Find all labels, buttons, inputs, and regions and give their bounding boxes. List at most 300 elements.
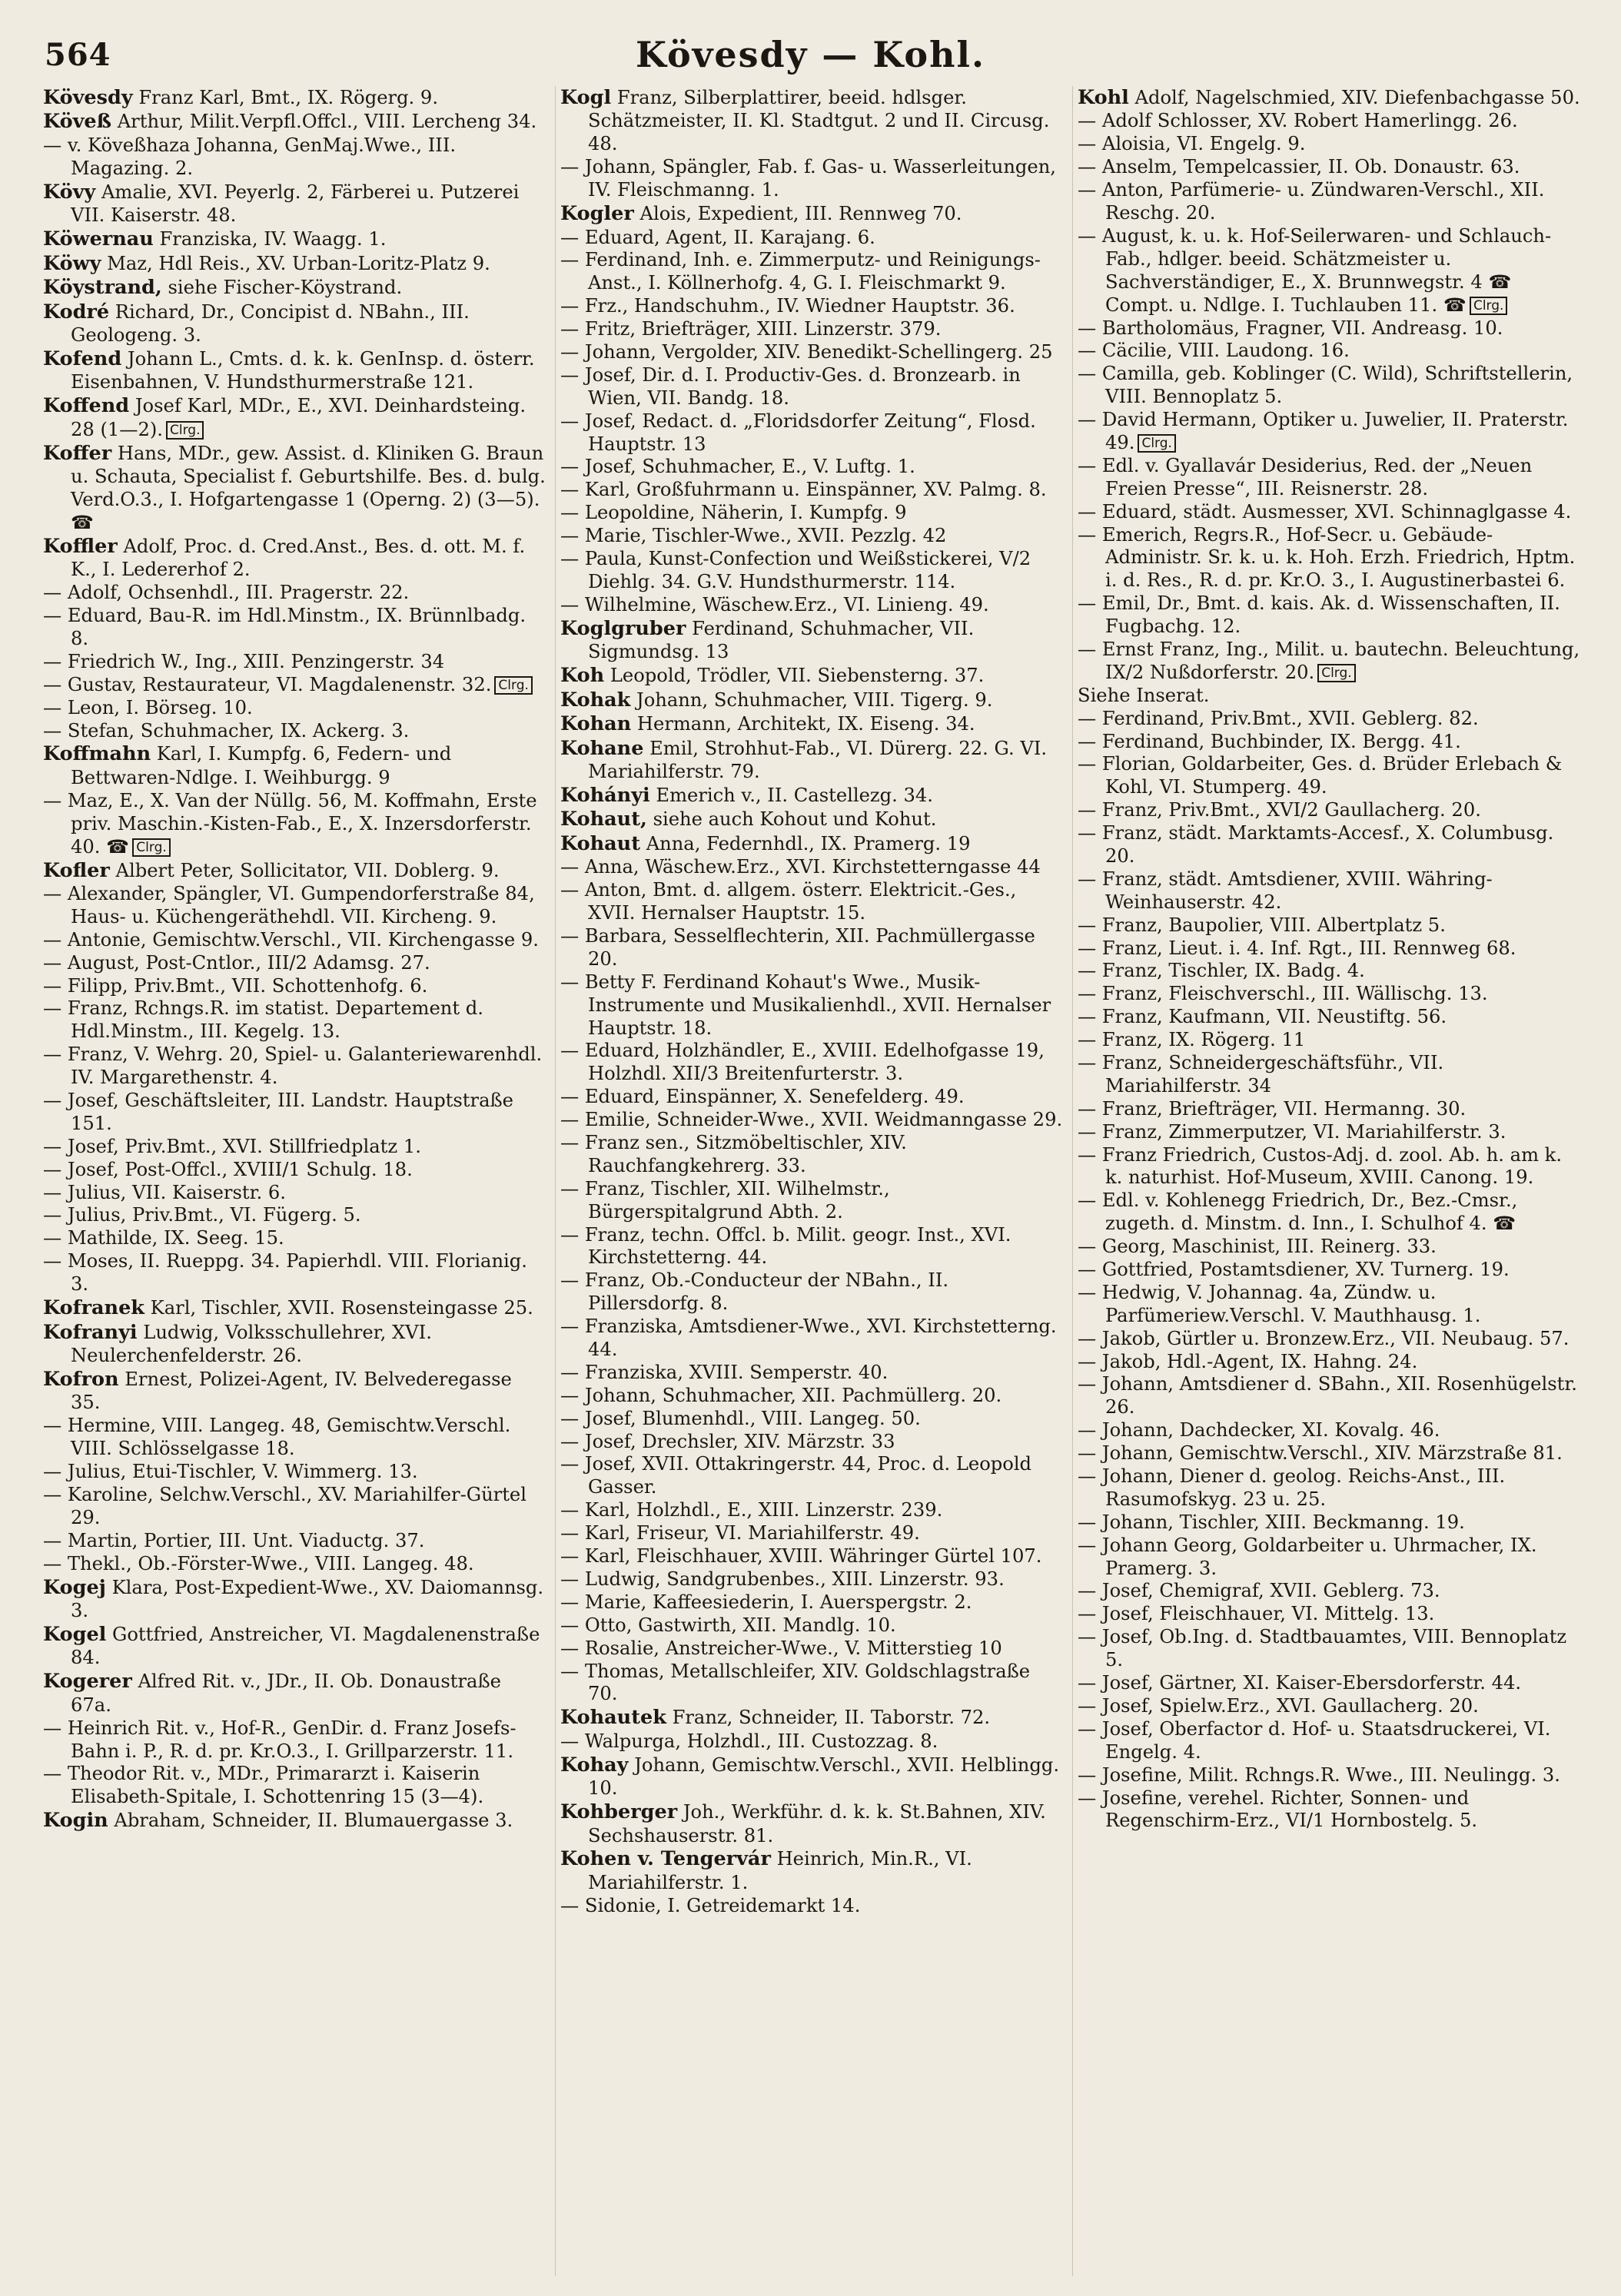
entry-details: — Franz sen., Sitzmöbeltischler, XIV. Rauchfangkehrerg. 33. [560, 1132, 907, 1176]
directory-entry [560, 808, 1063, 831]
directory-entry [43, 1159, 546, 1182]
entry-details: — Mathilde, IX. Seeg. 15. [43, 1227, 284, 1249]
directory-entry [1078, 225, 1580, 317]
directory-entry [1078, 86, 1580, 110]
entry-details: — Julius, Priv.Bmt., VI. Fügerg. 5. [43, 1204, 361, 1226]
entry-details: — Rosalie, Anstreicher-Wwe., V. Mitterstieg 10 [560, 1637, 1002, 1659]
directory-entry [560, 1614, 1063, 1637]
entry-details: — Antonie, Gemischtw.Verschl., VII. Kirchengasse 9. [43, 928, 539, 951]
entry-details: — Josef, Ob.Ing. d. Stadtbauamtes, VIII. Bennoplatz 5. [1078, 1626, 1567, 1671]
entry-details: Johann, Schuhmacher, VIII. Tigerg. 9. [630, 688, 993, 711]
directory-entry [43, 300, 546, 347]
entry-surname: Kofler [43, 858, 110, 882]
entry-details: Joh., Werkführ. d. k. k. St.Bahnen, XIV. Sechshauserstr. 81. [588, 1801, 1046, 1846]
directory-entry [1078, 1718, 1580, 1764]
entry-details: — Johann, Tischler, XIII. Beckmanng. 19. [1078, 1511, 1465, 1533]
directory-entry [560, 1109, 1063, 1132]
entry-details: — Franz, Tischler, XII. Wilhelmstr., Bürgerspitalgrund Abth. 2. [560, 1177, 890, 1223]
running-head: Kövesdy — Kohl. [635, 34, 986, 75]
directory-entry [43, 1296, 546, 1320]
entry-details: — Maz, E., X. Van der Nüllg. 56, M. Koffmahn, Erste priv. Maschin.-Kisten-Fab., E., X. Inzersdorferstr. 40. ☎ [43, 789, 537, 858]
entry-surname: Kogerer [43, 1670, 132, 1694]
entry-details: — Josef, Spielw.Erz., XVI. Gaullacherg. 20. [1078, 1694, 1479, 1717]
entry-details: — Franz Friedrich, Custos-Adj. d. zool. Ab. h. am k. k. naturhist. Hof-Museum, XVIII. Canong. 19. [1078, 1143, 1563, 1189]
directory-entry [1078, 1603, 1580, 1626]
entry-details: — August, Post-Cntlor., III/2 Adamsg. 27. [43, 951, 430, 974]
directory-entry [560, 1637, 1063, 1661]
entry-details: — Florian, Goldarbeiter, Ges. d. Brüder Erlebach & Kohl, VI. Stumperg. 49. [1078, 753, 1563, 798]
entry-details: — Eduard, Agent, II. Karajang. 6. [560, 226, 875, 248]
entry-details: — Franz, Rchngs.R. im statist. Departement d. Hdl.Minstm., III. Kegelg. 13. [43, 997, 483, 1043]
directory-entry [43, 742, 546, 789]
directory-entry [43, 394, 546, 441]
entry-details: — Adolf Schlosser, XV. Robert Hamerlingg. 26. [1078, 110, 1518, 132]
directory-entry [560, 617, 1063, 664]
entry-details: Johann, Gemischtw.Verschl., XVII. Helblingg. 10. [588, 1754, 1060, 1800]
directory-entry [43, 134, 546, 181]
directory-entry [1078, 1535, 1580, 1581]
entry-details: — Walpurga, Holzhdl., III. Custozzag. 8. [560, 1730, 938, 1752]
directory-entry [560, 341, 1063, 364]
directory-entry [1078, 363, 1580, 409]
entry-details: — Franz, Schneidergeschäftsführ., VII. Mariahilferstr. 34 [1078, 1052, 1444, 1097]
directory-entry [1078, 1144, 1580, 1190]
directory-entry [560, 1178, 1063, 1224]
directory-entry [43, 252, 546, 276]
entry-surname: Kohaut [560, 831, 640, 855]
entry-details: — Julius, VII. Kaiserstr. 6. [43, 1181, 286, 1203]
entry-details: — Bartholomäus, Fragner, VII. Andreasg. 10. [1078, 317, 1503, 339]
entry-details: — Fritz, Briefträger, XIII. Linzerstr. 379. [560, 318, 942, 340]
entry-details: — Franz, städt. Amtsdiener, XVIII. Währing-Weinhauserstr. 42. [1078, 868, 1493, 913]
directory-entry [43, 1090, 546, 1136]
entry-details: — Anselm, Tempelcassier, II. Ob. Donaustr. 63. [1078, 156, 1520, 178]
directory-entry [43, 1415, 546, 1461]
entry-surname: Kohan [560, 712, 632, 736]
directory-entry [1078, 937, 1580, 961]
entry-details: — Josef, Fleischhauer, VI. Mittelg. 13. [1078, 1603, 1435, 1625]
directory-entry [560, 525, 1063, 548]
entry-details: — Adolf, Ochsenhdl., III. Pragerstr. 22. [43, 582, 410, 604]
entry-surname: Kofranek [43, 1296, 144, 1320]
clearing-badge: Clrg. [1470, 297, 1507, 315]
entry-surname: Kohak [560, 688, 631, 712]
directory-entry [43, 86, 546, 110]
directory-entry [560, 1431, 1063, 1454]
entry-details: — Wilhelmine, Wäschew.Erz., VI. Linieng. 49. [560, 593, 989, 615]
entry-details: Franz, Silberplattirer, beeid. hdlsger. Schätzmeister, II. Kl. Stadtgut. 2 und II. Circusg. 48. [588, 87, 1050, 155]
entry-surname: Kövy [43, 180, 96, 204]
directory-entry [560, 1800, 1063, 1847]
entry-details: — Cäcilie, VIII. Laudong. 16. [1078, 340, 1350, 362]
entry-details: — Theodor Rit. v., MDr., Primararzt i. Kaiserin Elisabeth-Spitale, I. Schottenring 15 (3—4). [43, 1763, 484, 1808]
entry-details: — Emil, Dr., Bmt. d. kais. Ak. d. Wissenschaften, II. Fugbachg. 12. [1078, 592, 1560, 638]
directory-entry [560, 1754, 1063, 1800]
entry-details: Leopold, Trödler, VII. Siebensterng. 37. [604, 665, 985, 687]
entry-details: — Friedrich W., Ing., XIII. Penzingerstr. 34 [43, 650, 445, 672]
entry-details: — Franz, techn. Offcl. b. Milit. geogr. Inst., XVI. Kirchstetterng. 44. [560, 1223, 1011, 1269]
directory-entry [43, 859, 546, 883]
entry-details: — Anton, Parfümerie- u. Zündwaren-Verschl., XII. Reschg. 20. [1078, 179, 1545, 224]
directory-entry [560, 856, 1063, 879]
directory-entry [560, 784, 1063, 808]
directory-entry [560, 202, 1063, 226]
entry-surname: Kohl [1078, 86, 1129, 109]
clearing-badge: Clrg. [166, 421, 204, 440]
directory-entry [560, 1040, 1063, 1086]
directory-entry [560, 664, 1063, 688]
entry-details: — Stefan, Schuhmacher, IX. Ackerg. 3. [43, 719, 410, 742]
entry-details: — Jakob, Gürtler u. Bronzew.Erz., VII. Neubaug. 57. [1078, 1327, 1570, 1349]
entry-details: — Josef, Drechsler, XIV. Märzstr. 33 [560, 1430, 895, 1452]
directory-entry [560, 456, 1063, 479]
directory-entry [560, 594, 1063, 617]
page-number: 564 [45, 37, 111, 73]
directory-entry [43, 1204, 546, 1227]
entry-surname: Kohen v. Tengervár [560, 1847, 771, 1871]
entry-details: — Emerich, Regrs.R., Hof-Secr. u. Gebäude-Administr. Sr. k. u. k. Hoh. Erzh. Friedrich, Hptm. i. d. Res., R. d. pr. Kr.O. 3., I. Augustinerbastei 6. [1078, 523, 1576, 592]
entry-details: — Josef, Geschäftsleiter, III. Landstr. Hauptstraße 151. [43, 1090, 513, 1134]
entry-details: — August, k. u. k. Hof-Seilerwaren- und Schlauch-Fab., hdlger. beeid. Schätzmeister u. Sachverständiger, E., X. Brunnwegstr. 4 ☎ Compt. u. Ndlge. I. Tuchlauben 11. ☎ [1078, 224, 1552, 316]
entry-details: Richard, Dr., Concipist d. NBahn., III. Geologeng. 3. [71, 300, 470, 347]
directory-entry [560, 1730, 1063, 1754]
entry-details: Ferdinand, Schuhmacher, VII. Sigmundsg. 13 [588, 617, 975, 663]
entry-details: — Karoline, Selchw.Verschl., XV. Mariahilfer-Gürtel 29. [43, 1483, 526, 1528]
entry-details: — Josef, Chemigraf, XVII. Geblerg. 73. [1078, 1580, 1440, 1602]
entry-details: — Karl, Holzhdl., E., XIII. Linzerstr. 239. [560, 1499, 943, 1521]
directory-entry [1078, 639, 1580, 685]
directory-entry [43, 952, 546, 975]
directory-entry [1078, 1098, 1580, 1121]
column-middle [555, 86, 1063, 2276]
entry-details: — Franziska, XVIII. Semperstr. 40. [560, 1361, 889, 1383]
entry-surname: Koffer [43, 441, 112, 465]
directory-entry [1078, 753, 1580, 799]
entry-details: — Franz, Tischler, IX. Badg. 4. [1078, 960, 1365, 982]
directory-columns [43, 86, 1580, 2276]
entry-details: — Franz, Kaufmann, VII. Neustiftg. 56. [1078, 1006, 1447, 1028]
directory-entry [43, 1368, 546, 1415]
entry-details: Ludwig, Volksschullehrer, XVI. Neulerchenfelderstr. 26. [71, 1321, 432, 1366]
directory-entry [560, 1545, 1063, 1568]
directory-entry [1078, 1787, 1580, 1833]
entry-surname: Kogl [560, 86, 612, 109]
entry-details: — Eduard, Holzhändler, E., XVIII. Edelhofgasse 19, Holzhdl. XII/3 Breitenfurterstr. 3. [560, 1040, 1045, 1085]
entry-details: — Karl, Fleischhauer, XVIII. Währinger Gürtel 107. [560, 1545, 1042, 1568]
entry-surname: Kohberger [560, 1800, 678, 1824]
directory-entry [560, 502, 1063, 525]
directory-entry [43, 997, 546, 1043]
entry-details: — Paula, Kunst-Confection und Weißstickerei, V/2 Diehlg. 34. G.V. Hundsthurmerstr. 114. [560, 548, 1031, 592]
column-right [1072, 86, 1580, 2276]
directory-entry [1078, 1006, 1580, 1029]
entry-details: Abraham, Schneider, II. Blumauergasse 3. [108, 1810, 513, 1832]
directory-entry [1078, 1511, 1580, 1535]
directory-entry [1078, 1580, 1580, 1603]
directory-entry [1078, 914, 1580, 937]
directory-entry [43, 1321, 546, 1368]
entry-surname: Kogel [43, 1622, 107, 1646]
entry-details: Albert Peter, Sollicitator, VII. Doblerg. 9. [109, 859, 500, 881]
directory-entry [560, 688, 1063, 712]
directory-entry [560, 1132, 1063, 1178]
entry-surname: Kogler [560, 202, 634, 226]
entry-surname: Koffend [43, 394, 130, 418]
directory-entry [43, 1136, 546, 1159]
entry-details: — Franz, Baupolier, VIII. Albertplatz 5. [1078, 914, 1446, 936]
directory-entry [560, 86, 1063, 156]
entry-details: — Franz, Ob.-Conducteur der NBahn., II. Pillersdorfg. 8. [560, 1269, 949, 1315]
entry-details: Emil, Strohhut-Fab., VI. Dürerg. 22. G. VI. Mariahilferstr. 79. [588, 737, 1048, 782]
entry-details: — Heinrich Rit. v., Hof-R., GenDir. d. Franz Josefs-Bahn i. P., R. d. pr. Kr.O.3., I. Grillparzerstr. 11. [43, 1717, 517, 1762]
entry-details: — Johann, Diener d. geolog. Reichs-Anst., III. Rasumofskyg. 23 u. 25. [1078, 1465, 1506, 1510]
directory-entry [43, 535, 546, 582]
entry-surname: Kohay [560, 1753, 629, 1777]
directory-entry [1078, 868, 1580, 914]
entry-details: — Eduard, Bau-R. im Hdl.Minstm., IX. Brünnlbadg. 8. [43, 605, 526, 650]
entry-details: — Josef, Gärtner, XI. Kaiser-Ebersdorferstr. 44. [1078, 1672, 1522, 1694]
entry-details: — Franz, Briefträger, VII. Hermanng. 30. [1078, 1097, 1467, 1120]
entry-surname: Koglgruber [560, 616, 686, 640]
directory-entry [560, 295, 1063, 318]
directory-entry [43, 1461, 546, 1484]
directory-entry [43, 1484, 546, 1530]
entry-details: Alfred Rit. v., JDr., II. Ob. Donaustraße 67a. [71, 1671, 501, 1716]
entry-details: — Thekl., Ob.-Förster-Wwe., VIII. Langeg. 48. [43, 1552, 474, 1574]
directory-entry [560, 318, 1063, 341]
entry-surname: Köwy [43, 251, 101, 275]
entry-details: — Leopoldine, Näherin, I. Kumpfg. 9 [560, 502, 907, 524]
entry-details: — Ferdinand, Priv.Bmt., XVII. Geblerg. 82. [1078, 707, 1479, 729]
entry-details: — Leon, I. Börseg. 10. [43, 696, 253, 718]
entry-surname: Kofend [43, 347, 122, 370]
entry-details: — Franz, V. Wehrg. 20, Spiel- u. Galanteriewarenhdl. IV. Margarethenstr. 4. [43, 1043, 543, 1089]
directory-entry [560, 1316, 1063, 1362]
directory-entry [1078, 409, 1580, 455]
directory-entry [1078, 501, 1580, 524]
directory-entry [560, 227, 1063, 250]
entry-details: — Martin, Portier, III. Unt. Viaductg. 37. [43, 1529, 425, 1551]
directory-entry [560, 479, 1063, 502]
directory-entry [1078, 1328, 1580, 1351]
entry-details: — Josef, XVII. Ottakringerstr. 44, Proc. d. Leopold Gasser. [560, 1453, 1032, 1498]
entry-details: — Johann, Spängler, Fab. f. Gas- u. Wasserleitungen, IV. Fleischmanng. 1. [560, 156, 1056, 201]
entry-details: — Franziska, Amtsdiener-Wwe., XVI. Kirchstetterng. 44. [560, 1316, 1057, 1361]
directory-entry [43, 790, 546, 859]
directory-entry [560, 1086, 1063, 1109]
entry-details: Maz, Hdl Reis., XV. Urban-Loritz-Platz 9. [101, 252, 490, 274]
directory-entry [1078, 822, 1580, 868]
entry-details: Franziska, IV. Waagg. 1. [153, 228, 387, 251]
entry-details: Josef Karl, MDr., E., XVI. Deinhardsteing. 28 (1—2). [71, 395, 526, 440]
entry-details: — Josef, Priv.Bmt., XVI. Stillfriedplatz 1. [43, 1135, 421, 1157]
entry-details: Adolf, Nagelschmied, XIV. Diefenbachgasse 50. [1128, 87, 1580, 108]
entry-details: Heinrich, Min.R., VI. Mariahilferstr. 1. [588, 1848, 972, 1893]
directory-entry [43, 347, 546, 394]
entry-details: — Thomas, Metallschleifer, XIV. Goldschlagstraße 70. [560, 1660, 1031, 1705]
entry-surname: Köwernau [43, 227, 154, 251]
entry-details: — Josefine, verehel. Richter, Sonnen- und Regenschirm-Erz., VI/1 Hornbostelg. 5. [1078, 1787, 1478, 1832]
entry-details: — Franz, Priv.Bmt., XVI/2 Gaullacherg. 20. [1078, 799, 1481, 821]
entry-details: — Franz, Fleischverschl., III. Wällischg. 13. [1078, 983, 1488, 1005]
directory-entry [1078, 960, 1580, 983]
directory-entry [1078, 1121, 1580, 1144]
entry-surname: Kogej [43, 1575, 106, 1599]
entry-details: Anna, Federnhdl., IX. Pramerg. 19 [640, 832, 971, 854]
entry-details: — Franz, Lieut. i. 4. Inf. Rgt., III. Rennweg 68. [1078, 937, 1516, 959]
entry-surname: Kohányi [560, 783, 650, 807]
entry-details: — Gustav, Restaurateur, VI. Magdalenenstr. 32. [43, 673, 492, 695]
entry-surname: Koffmahn [43, 742, 151, 766]
directory-entry [1078, 1419, 1580, 1442]
entry-surname: Kofranyi [43, 1320, 138, 1344]
entry-surname: Koh [560, 664, 605, 688]
directory-entry [1078, 1626, 1580, 1672]
entry-details: — Josefine, Milit. Rchngs.R. Wwe., III. Neulingg. 3. [1078, 1763, 1560, 1786]
entry-details: — Sidonie, I. Getreidemarkt 14. [560, 1894, 861, 1916]
directory-entry [1078, 1672, 1580, 1695]
directory-entry [560, 1269, 1063, 1316]
directory-entry [560, 1847, 1063, 1894]
page-header [0, 0, 1621, 77]
clearing-badge: Clrg. [1317, 664, 1355, 682]
directory-entry [43, 674, 546, 697]
directory-entry [560, 1591, 1063, 1614]
entry-details: — Marie, Tischler-Wwe., XVII. Pezzlg. 42 [560, 525, 947, 547]
entry-details: — Gottfried, Postamtsdiener, XV. Turnerg. 19. [1078, 1259, 1510, 1281]
entry-details: — Julius, Etui-Tischler, V. Wimmerg. 13. [43, 1461, 418, 1483]
directory-entry [560, 1453, 1063, 1499]
entry-details: — Jakob, Hdl.-Agent, IX. Hahng. 24. [1078, 1350, 1418, 1372]
entry-details: — Filipp, Priv.Bmt., VII. Schottenhofg. 6. [43, 974, 428, 997]
entry-details: — v. Köveßhaza Johanna, GenMaj.Wwe., III. Magazing. 2. [43, 134, 457, 179]
directory-entry [560, 1224, 1063, 1270]
directory-entry [560, 548, 1063, 594]
directory-entry [1078, 685, 1580, 708]
entry-details: siehe auch Kohout und Kohut. [646, 808, 937, 831]
directory-entry [43, 1576, 546, 1623]
directory-entry [43, 1670, 546, 1717]
entry-details: — Franz, Zimmerputzer, VI. Mariahilferstr. 3. [1078, 1120, 1506, 1143]
entry-surname: Kohane [560, 736, 644, 760]
directory-entry [43, 1227, 546, 1250]
directory-entry [43, 582, 546, 605]
directory-entry [1078, 799, 1580, 822]
entry-details: — Josef, Redact. d. „Floridsdorfer Zeitung“, Flosd. Hauptstr. 13 [560, 410, 1036, 455]
directory-entry [43, 929, 546, 952]
clearing-badge: Clrg. [1138, 434, 1175, 453]
entry-details: — Anton, Bmt. d. allgem. österr. Elektricit.-Ges., XVII. Hernalser Hauptstr. 15. [560, 879, 1017, 924]
entry-details: — Josef, Post-Offcl., XVIII/1 Schulg. 18. [43, 1158, 413, 1180]
directory-entry [43, 181, 546, 227]
entry-details: — Johann Georg, Goldarbeiter u. Uhrmacher, IX. Pramerg. 3. [1078, 1534, 1537, 1579]
directory-entry [1078, 1282, 1580, 1328]
entry-details: — Ludwig, Sandgrubenbes., XIII. Linzerstr. 93. [560, 1568, 1005, 1590]
directory-entry [560, 1706, 1063, 1730]
directory-entry [1078, 983, 1580, 1006]
entry-details: — Johann, Vergolder, XIV. Benedikt-Schellingerg. 25 [560, 340, 1053, 363]
directory-entry [560, 1568, 1063, 1591]
directory-entry [43, 605, 546, 651]
directory-entry [43, 276, 546, 300]
entry-surname: Kohautek [560, 1706, 666, 1730]
entry-details: — Ferdinand, Buchbinder, IX. Bergg. 41. [1078, 730, 1461, 752]
directory-entry [560, 971, 1063, 1040]
directory-entry [43, 1809, 546, 1833]
entry-details: siehe Fischer-Köystrand. [161, 277, 403, 299]
directory-entry [1078, 1052, 1580, 1098]
entry-details: — Edl. v. Kohlenegg Friedrich, Dr., Bez.-Cmsr., zugeth. d. Minstm. d. Inn., I. Schulhof 4. ☎ [1078, 1189, 1518, 1235]
directory-entry [560, 712, 1063, 736]
entry-details: — Moses, II. Rueppg. 34. Papierhdl. VIII. Florianig. 3. [43, 1250, 527, 1296]
directory-entry [43, 1043, 546, 1090]
directory-entry [1078, 340, 1580, 363]
entry-details: Karl, Tischler, XVII. Rosensteingasse 25. [144, 1297, 533, 1319]
directory-entry [1078, 1259, 1580, 1282]
directory-entry [43, 1530, 546, 1553]
clearing-badge: Clrg. [494, 676, 532, 695]
directory-entry [1078, 731, 1580, 754]
directory-entry [43, 1182, 546, 1205]
entry-details: — Johann, Gemischtw.Verschl., XIV. Märzstraße 81. [1078, 1442, 1563, 1465]
directory-entry [1078, 1189, 1580, 1236]
entry-surname: Kodré [43, 300, 110, 323]
directory-entry [560, 1522, 1063, 1545]
directory-entry [560, 879, 1063, 925]
entry-details: Johann L., Cmts. d. k. k. GenInsp. d. österr. Eisenbahnen, V. Hundsthurmerstraße 121. [71, 347, 535, 393]
entry-details: Klara, Post-Expedient-Wwe., XV. Daiomannsg. 3. [71, 1576, 544, 1621]
entry-details: — Otto, Gastwirth, XII. Mandlg. 10. [560, 1614, 896, 1636]
directory-entry [1078, 1465, 1580, 1511]
entry-details: — Barbara, Sesselflechterin, XII. Pachmüllergasse 20. [560, 925, 1035, 970]
entry-details: — David Hermann, Optiker u. Juwelier, II. Praterstr. 49. [1078, 409, 1569, 453]
directory-entry [1078, 179, 1580, 225]
directory-entry [43, 227, 546, 251]
directory-entry [1078, 156, 1580, 179]
entry-details: — Ernst Franz, Ing., Milit. u. bautechn. Beleuchtung, IX/2 Nußdorferstr. 20. [1078, 638, 1580, 683]
directory-entry [43, 1717, 546, 1763]
entry-details: — Josef, Oberfactor d. Hof- u. Staatsdruckerei, VI. Engelg. 4. [1078, 1717, 1551, 1763]
entry-details: — Camilla, geb. Koblinger (C. Wild), Schriftstellerin, VIII. Bennoplatz 5. [1078, 363, 1573, 408]
directory-entry [43, 110, 546, 134]
directory-entry [43, 651, 546, 674]
entry-details: Karl, I. Kumpfg. 6, Federn- und Bettwaren-Ndlge. I. Weihburgg. 9 [71, 743, 452, 788]
directory-entry [1078, 1029, 1580, 1052]
entry-details: Emerich v., II. Castellezg. 34. [649, 784, 933, 806]
directory-entry [43, 1623, 546, 1670]
entry-details: Ernest, Polizei-Agent, IV. Belvederegasse 35. [71, 1368, 512, 1414]
directory-entry [1078, 455, 1580, 501]
directory-entry [560, 1661, 1063, 1707]
entry-details: Siehe Inserat. [1078, 684, 1210, 706]
entry-details: — Georg, Maschinist, III. Reinerg. 33. [1078, 1236, 1437, 1258]
entry-details: — Alexander, Spängler, VI. Gumpendorferstraße 84, Haus- u. Küchengeräthehdl. VII. Kircheng. 9. [43, 883, 535, 927]
entry-details: Gottfried, Anstreicher, VI. Magdalenenstraße 84. [71, 1623, 540, 1669]
entry-details: — Johann, Dachdecker, XI. Kovalg. 46. [1078, 1419, 1440, 1442]
directory-entry [43, 1250, 546, 1296]
entry-details: — Josef, Dir. d. I. Productiv-Ges. d. Bronzearb. in Wien, VII. Bandg. 18. [560, 363, 1021, 409]
entry-details: Arthur, Milit.Verpfl.Offcl., VIII. Lercheng 34. [111, 111, 537, 133]
entry-details: — Johann, Schuhmacher, XII. Pachmüllerg. 20. [560, 1384, 1002, 1406]
entry-surname: Kohaut, [560, 808, 647, 831]
entry-surname: Kövesdy [43, 86, 133, 109]
entry-details: — Hermine, VIII. Langeg. 48, Gemischtw.Verschl. VIII. Schlösselgasse 18. [43, 1415, 511, 1460]
directory-entry [560, 737, 1063, 784]
directory-entry [1078, 708, 1580, 731]
directory-entry [1078, 1695, 1580, 1718]
entry-details: — Edl. v. Gyallavár Desiderius, Red. der „Neuen Freien Presse“, III. Reisnerstr. 28. [1078, 454, 1533, 499]
directory-entry [43, 975, 546, 998]
